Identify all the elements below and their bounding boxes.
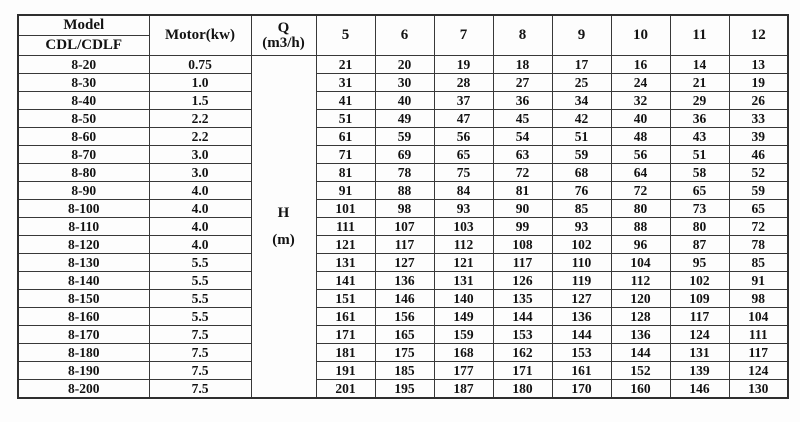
head-unit-cell [251,56,316,399]
head-value-cell: 54 [493,128,552,146]
head-value-cell: 168 [434,344,493,362]
head-value-cell: 26 [729,92,788,110]
head-value-cell: 117 [670,308,729,326]
head-value-cell: 131 [434,272,493,290]
model-cell: 8-80 [18,164,149,182]
head-value-cell: 59 [729,182,788,200]
head-value-cell: 149 [434,308,493,326]
header-flow-value: 10 [611,15,670,56]
table-row [18,74,788,92]
table-row [18,344,788,362]
head-value-cell: 126 [493,272,552,290]
pump-spec-table [17,14,789,399]
head-value-cell: 91 [316,182,375,200]
header-motor: Motor(kw) [149,15,251,56]
head-value-cell: 51 [552,128,611,146]
head-value-cell: 45 [493,110,552,128]
motor-kw-cell: 5.5 [149,308,251,326]
motor-kw-cell: 3.0 [149,164,251,182]
head-value-cell: 81 [493,182,552,200]
head-value-cell: 48 [611,128,670,146]
table-row [18,272,788,290]
head-value-cell: 104 [611,254,670,272]
head-value-cell: 40 [375,92,434,110]
head-value-cell: 99 [493,218,552,236]
head-value-cell: 162 [493,344,552,362]
model-cell: 8-120 [18,236,149,254]
head-value-cell: 120 [611,290,670,308]
head-value-cell: 91 [729,272,788,290]
head-value-cell: 160 [611,380,670,399]
head-value-cell: 165 [375,326,434,344]
model-cell: 8-170 [18,326,149,344]
header-model: Model [18,15,149,36]
head-value-cell: 68 [552,164,611,182]
motor-kw-cell: 4.0 [149,200,251,218]
table-row [18,56,788,74]
head-value-cell: 72 [729,218,788,236]
header-flow-q [251,15,316,56]
head-value-cell: 25 [552,74,611,92]
head-value-cell: 124 [729,362,788,380]
head-value-cell: 41 [316,92,375,110]
motor-kw-cell: 4.0 [149,182,251,200]
model-cell: 8-100 [18,200,149,218]
head-value-cell: 13 [729,56,788,74]
header-model-series: CDL/CDLF [18,36,149,56]
table-row [18,362,788,380]
head-value-cell: 136 [375,272,434,290]
head-value-cell: 71 [316,146,375,164]
model-cell: 8-40 [18,92,149,110]
motor-kw-cell: 7.5 [149,362,251,380]
head-value-cell: 185 [375,362,434,380]
head-value-cell: 111 [316,218,375,236]
head-value-cell: 47 [434,110,493,128]
head-value-cell: 127 [552,290,611,308]
head-value-cell: 170 [552,380,611,399]
head-value-cell: 93 [434,200,493,218]
head-value-cell: 153 [493,326,552,344]
head-value-cell: 61 [316,128,375,146]
head-value-cell: 112 [611,272,670,290]
table-row [18,308,788,326]
q-symbol: Q [277,19,290,36]
head-value-cell: 72 [493,164,552,182]
head-value-cell: 131 [316,254,375,272]
motor-kw-cell: 5.5 [149,290,251,308]
motor-kw-cell: 5.5 [149,272,251,290]
head-value-cell: 101 [316,200,375,218]
table-row [18,92,788,110]
head-value-cell: 20 [375,56,434,74]
head-value-cell: 51 [670,146,729,164]
head-value-cell: 104 [729,308,788,326]
head-value-cell: 43 [670,128,729,146]
head-value-cell: 102 [552,236,611,254]
model-cell: 8-160 [18,308,149,326]
head-value-cell: 19 [729,74,788,92]
head-value-cell: 96 [611,236,670,254]
head-value-cell: 130 [729,380,788,399]
head-value-cell: 65 [729,200,788,218]
head-value-cell: 51 [316,110,375,128]
head-value-cell: 146 [375,290,434,308]
head-value-cell: 187 [434,380,493,399]
table-row [18,218,788,236]
head-value-cell: 21 [670,74,729,92]
head-value-cell: 161 [316,308,375,326]
head-value-cell: 78 [375,164,434,182]
head-value-cell: 181 [316,344,375,362]
head-value-cell: 171 [493,362,552,380]
head-value-cell: 110 [552,254,611,272]
head-value-cell: 72 [611,182,670,200]
head-value-cell: 159 [434,326,493,344]
q-unit: (m3/h) [262,34,305,51]
model-cell: 8-20 [18,56,149,74]
model-cell: 8-30 [18,74,149,92]
head-value-cell: 80 [670,218,729,236]
head-value-cell: 65 [670,182,729,200]
head-value-cell: 108 [493,236,552,254]
head-value-cell: 87 [670,236,729,254]
motor-kw-cell: 4.0 [149,218,251,236]
head-value-cell: 119 [552,272,611,290]
head-value-cell: 98 [729,290,788,308]
head-value-cell: 40 [611,110,670,128]
h-symbol: H [277,205,290,221]
head-value-cell: 117 [493,254,552,272]
head-value-cell: 85 [552,200,611,218]
table-row [18,164,788,182]
model-cell: 8-70 [18,146,149,164]
head-value-cell: 75 [434,164,493,182]
head-value-cell: 29 [670,92,729,110]
head-value-cell: 39 [729,128,788,146]
head-value-cell: 64 [611,164,670,182]
head-value-cell: 73 [670,200,729,218]
head-value-cell: 152 [611,362,670,380]
model-cell: 8-50 [18,110,149,128]
table-row [18,290,788,308]
head-value-cell: 65 [434,146,493,164]
table-row [18,200,788,218]
header-flow-value: 5 [316,15,375,56]
motor-kw-cell: 2.2 [149,128,251,146]
head-value-cell: 124 [670,326,729,344]
head-value-cell: 127 [375,254,434,272]
head-value-cell: 136 [611,326,670,344]
head-value-cell: 88 [375,182,434,200]
table-row [18,254,788,272]
head-value-cell: 63 [493,146,552,164]
head-value-cell: 156 [375,308,434,326]
head-value-cell: 36 [493,92,552,110]
head-value-cell: 90 [493,200,552,218]
head-value-cell: 56 [434,128,493,146]
head-value-cell: 32 [611,92,670,110]
head-value-cell: 78 [729,236,788,254]
head-value-cell: 52 [729,164,788,182]
head-value-cell: 56 [611,146,670,164]
head-value-cell: 112 [434,236,493,254]
head-value-cell: 81 [316,164,375,182]
head-value-cell: 46 [729,146,788,164]
head-value-cell: 34 [552,92,611,110]
head-value-cell: 144 [493,308,552,326]
head-value-cell: 146 [670,380,729,399]
head-value-cell: 175 [375,344,434,362]
head-value-cell: 42 [552,110,611,128]
header-flow-value: 12 [729,15,788,56]
model-cell: 8-200 [18,380,149,399]
head-value-cell: 37 [434,92,493,110]
head-value-cell: 103 [434,218,493,236]
model-cell: 8-140 [18,272,149,290]
head-value-cell: 33 [729,110,788,128]
head-value-cell: 88 [611,218,670,236]
head-value-cell: 69 [375,146,434,164]
head-value-cell: 28 [434,74,493,92]
head-value-cell: 49 [375,110,434,128]
head-value-cell: 128 [611,308,670,326]
head-value-cell: 80 [611,200,670,218]
head-value-cell: 102 [670,272,729,290]
motor-kw-cell: 3.0 [149,146,251,164]
head-value-cell: 31 [316,74,375,92]
head-value-cell: 151 [316,290,375,308]
h-unit: (m) [272,231,295,248]
model-cell: 8-150 [18,290,149,308]
head-value-cell: 135 [493,290,552,308]
table-body [18,56,788,399]
table-row [18,110,788,128]
model-cell: 8-180 [18,344,149,362]
head-value-cell: 76 [552,182,611,200]
head-value-cell: 117 [375,236,434,254]
motor-kw-cell: 7.5 [149,380,251,399]
table-row [18,182,788,200]
head-value-cell: 19 [434,56,493,74]
head-value-cell: 161 [552,362,611,380]
head-value-cell: 59 [552,146,611,164]
table-row [18,128,788,146]
table-row [18,326,788,344]
head-value-cell: 98 [375,200,434,218]
motor-kw-cell: 0.75 [149,56,251,74]
head-value-cell: 201 [316,380,375,399]
head-value-cell: 171 [316,326,375,344]
head-value-cell: 191 [316,362,375,380]
head-value-cell: 111 [729,326,788,344]
head-value-cell: 140 [434,290,493,308]
head-value-cell: 27 [493,74,552,92]
table-header [18,15,788,56]
head-value-cell: 85 [729,254,788,272]
head-value-cell: 144 [552,326,611,344]
header-flow-value: 8 [493,15,552,56]
head-value-cell: 177 [434,362,493,380]
head-value-cell: 153 [552,344,611,362]
header-flow-value: 9 [552,15,611,56]
head-value-cell: 144 [611,344,670,362]
head-value-cell: 24 [611,74,670,92]
header-row-top [18,15,788,36]
head-value-cell: 95 [670,254,729,272]
head-value-cell: 180 [493,380,552,399]
head-value-cell: 121 [316,236,375,254]
motor-kw-cell: 1.5 [149,92,251,110]
head-value-cell: 136 [552,308,611,326]
header-flow-value: 11 [670,15,729,56]
head-value-cell: 18 [493,56,552,74]
header-flow-value: 7 [434,15,493,56]
table-row [18,236,788,254]
head-value-cell: 84 [434,182,493,200]
head-value-cell: 141 [316,272,375,290]
head-value-cell: 21 [316,56,375,74]
model-cell: 8-90 [18,182,149,200]
motor-kw-cell: 7.5 [149,326,251,344]
head-value-cell: 131 [670,344,729,362]
table-row [18,380,788,399]
motor-kw-cell: 2.2 [149,110,251,128]
motor-kw-cell: 1.0 [149,74,251,92]
motor-kw-cell: 5.5 [149,254,251,272]
head-value-cell: 117 [729,344,788,362]
head-value-cell: 16 [611,56,670,74]
head-value-cell: 59 [375,128,434,146]
head-value-cell: 17 [552,56,611,74]
head-value-cell: 14 [670,56,729,74]
motor-kw-cell: 4.0 [149,236,251,254]
model-cell: 8-130 [18,254,149,272]
head-value-cell: 195 [375,380,434,399]
motor-kw-cell: 7.5 [149,344,251,362]
model-cell: 8-190 [18,362,149,380]
head-value-cell: 139 [670,362,729,380]
head-value-cell: 121 [434,254,493,272]
header-flow-value: 6 [375,15,434,56]
head-value-cell: 36 [670,110,729,128]
model-cell: 8-60 [18,128,149,146]
model-cell: 8-110 [18,218,149,236]
head-value-cell: 109 [670,290,729,308]
head-value-cell: 93 [552,218,611,236]
head-value-cell: 30 [375,74,434,92]
head-value-cell: 58 [670,164,729,182]
table-row [18,146,788,164]
head-value-cell: 107 [375,218,434,236]
